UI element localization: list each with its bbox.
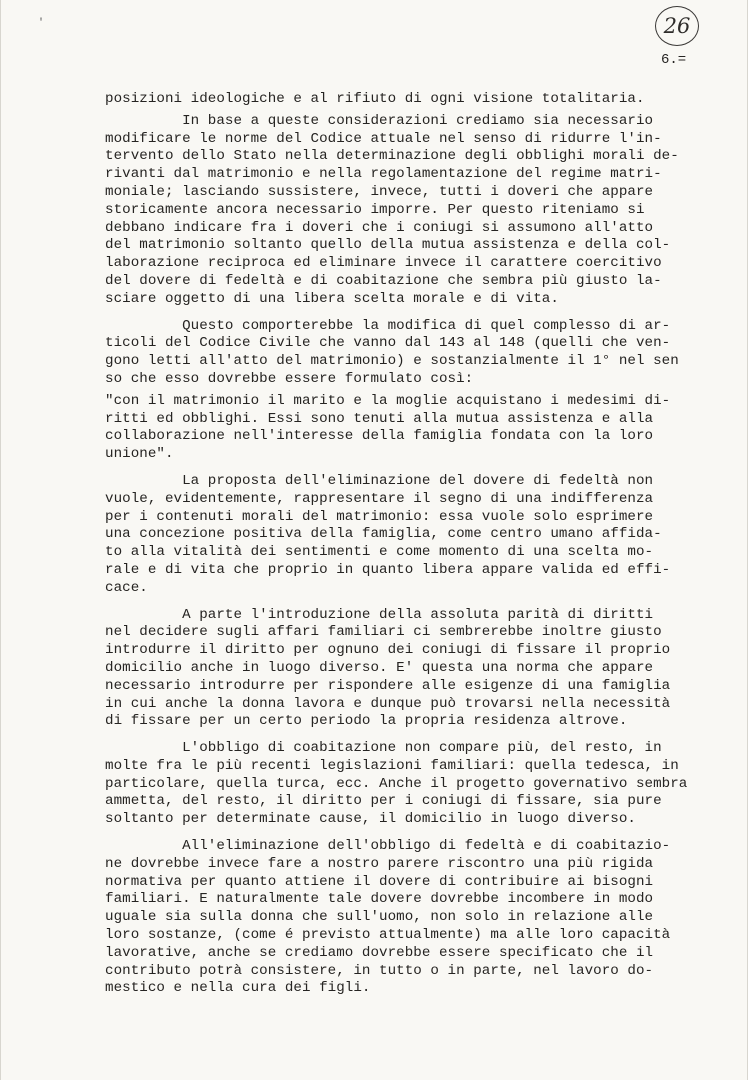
text-line: collaborazione nell'interesse della famiglia fondata con la loro [105, 428, 654, 445]
text-line: modificare le norme del Codice attuale nel senso di ridurre l'in- [105, 130, 662, 147]
text-line: unione". [105, 446, 174, 463]
text-line: so che esso dovrebbe essere formulato così: [105, 370, 474, 387]
page-number: 6.= [661, 52, 687, 68]
text-line: laborazione reciproca ed eliminare invece il carattere coercitivo [105, 255, 662, 272]
text-line: una concezione positiva della famiglia, come centro umano affida- [105, 526, 662, 543]
text-line: ammetta, del resto, il diritto per i coniugi di fissare, sia pure [105, 793, 662, 810]
text-line: La proposta dell'eliminazione del dovere di fedeltà non [105, 472, 654, 489]
quoted-article [105, 393, 725, 464]
text-line: mestico e nella cura dei figli. [105, 980, 371, 997]
text-line: contributo potrà consistere, in tutto o in parte, nel lavoro do- [105, 962, 654, 979]
circled-stamp-number: 26 [655, 6, 699, 46]
text-line: di fissare per un certo periodo la propria residenza altrove. [105, 713, 628, 730]
paragraph [105, 91, 725, 109]
text-line: In base a queste considerazioni crediamo sia necessario [105, 112, 654, 129]
text-line: vuole, evidentemente, rappresentare il segno di una indifferenza [105, 490, 654, 507]
text-line: gono letti all'atto del matrimonio) e sostanzialmente il 1° nel sen [105, 353, 679, 370]
text-line: debbano indicare fra i doveri che i coniugi si assumono all'atto [105, 219, 654, 236]
text-line: rale e di vita che proprio in quanto libera appare valida ed effi- [105, 561, 671, 578]
text-line: in cui anche la donna lavora e dunque può trovarsi nella necessità [105, 695, 671, 712]
text-line: Questo comporterebbe la modifica di quel complesso di ar- [105, 317, 671, 334]
text-line: rivanti dal matrimonio e nella regolamentazione del regime matri- [105, 166, 662, 183]
text-line: posizioni ideologiche e al rifiuto di ogni visione totalitaria. [105, 91, 645, 107]
text-line: introdurre il diritto per ognuno dei coniugi di fissare il proprio [105, 642, 671, 659]
paragraph [105, 473, 725, 598]
text-line: uguale sia sulla donna che sull'uomo, non solo in relazione alle [105, 909, 654, 926]
paragraph [105, 740, 725, 829]
text-line: particolare, quella turca, ecc. Anche il progetto governativo sembra [105, 775, 688, 792]
text-line: ritti ed obblighi. Essi sono tenuti alla mutua assistenza e alla [105, 410, 654, 427]
text-line: "con il matrimonio il marito e la moglie acquistano i medesimi di- [105, 392, 671, 409]
text-line: lavorative, anche se crediamo dovrebbe essere specificato che il [105, 944, 654, 961]
text-line: storicamente ancora necessario imporre. Per questo riteniamo si [105, 201, 645, 218]
text-line: molte fra le più recenti legislazioni familiari: quella tedesca, in [105, 757, 679, 774]
text-line: All'eliminazione dell'obbligo di fedeltà e di coabitazio- [105, 838, 671, 855]
text-line: per i contenuti morali del matrimonio: essa vuole solo esprimere [105, 508, 654, 525]
text-line: tervento dello Stato nella determinazione degli obblighi morali de- [105, 148, 679, 165]
text-line: ne dovrebbe invece fare a nostro parere riscontro una più rigida [105, 855, 654, 872]
text-line: familiari. E naturalmente tale dovere dovrebbe incombere in modo [105, 891, 654, 908]
text-line: L'obbligo di coabitazione non compare più, del resto, in [105, 740, 662, 757]
text-line: nel decidere sugli affari familiari ci sembrerebbe inoltre giusto [105, 624, 662, 641]
text-line: necessario introdurre per rispondere alle esigenze di una famiglia [105, 677, 671, 694]
text-line: cace. [105, 579, 148, 596]
paragraph [105, 318, 725, 389]
text-line: loro sostanze, (come é previsto attualmente) ma alle loro capacità [105, 927, 671, 944]
margin-mark: ' [38, 18, 45, 29]
paragraph [105, 607, 725, 732]
text-line: ticoli del Codice Civile che vanno dal 143 al 148 (quelli che ven- [105, 335, 671, 352]
text-line: A parte l'introduzione della assoluta parità di diritti [105, 606, 654, 623]
paragraph [105, 113, 725, 309]
text-line: soltanto per determinate cause, il domicilio in luogo diverso. [105, 811, 636, 828]
paragraph [105, 838, 725, 998]
text-line: normativa per quanto attiene il dovere di contribuire ai bisogni [105, 873, 654, 890]
text-line: sciare oggetto di una libera scelta morale e di vita. [105, 290, 559, 307]
text-line: del dovere di fedeltà e di coabitazione che sembra più giusto la- [105, 272, 662, 289]
text-line: moniale; lasciando sussistere, invece, tutti i doveri che appare [105, 183, 654, 200]
text-line: to alla vitalità dei sentimenti e come momento di una scelta mo- [105, 544, 654, 561]
text-line: del matrimonio soltanto quello della mutua assistenza e della col- [105, 237, 671, 254]
document-body [105, 91, 725, 998]
text-line: domicilio anche in luogo diverso. E' questa una norma che appare [105, 659, 654, 676]
